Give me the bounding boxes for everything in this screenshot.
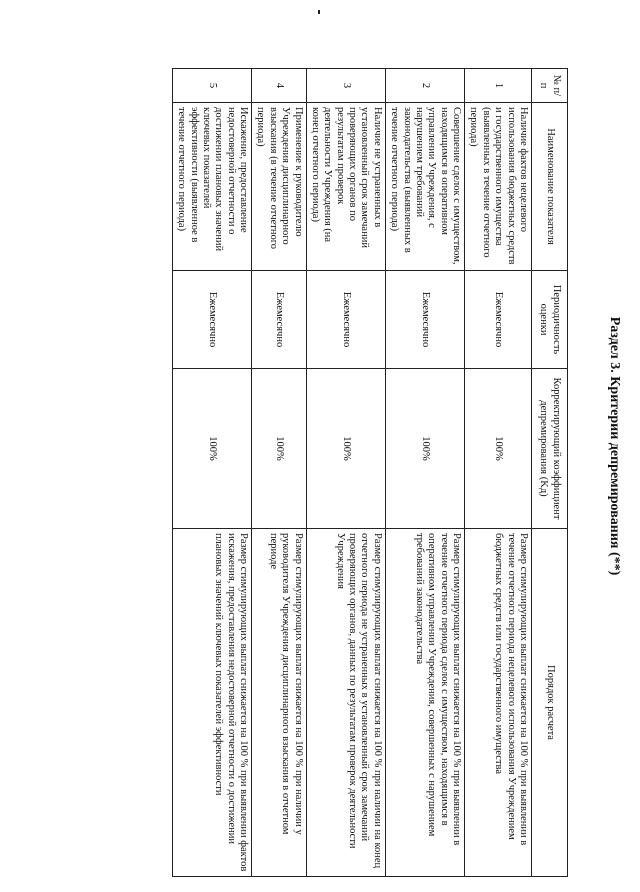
table-row [252,69,307,877]
header-coef: Корректирующий коэффициент депремирования (Kд) [532,369,568,529]
row-name: Наличие не устраненных в установленный срок замечаний проверяющих органов по результатам проверок деятельности Учреждения (на конец отчетного периода) [306,103,385,271]
row-period: Ежемесячно [385,271,464,369]
row-num: 1 [465,69,532,103]
row-num: 3 [306,69,385,103]
row-coef: 100% [306,369,385,529]
row-num: 4 [252,69,307,103]
row-name: Совершение сделок с имуществом, находящимся в оперативном управлении Учреждения, с нарушением требований законодательства (выявленных в течение отчетного периода) [385,103,464,271]
row-calc: Размер стимулирующих выплат снижается на 100 % при наличии на конец отчетного периода не устраненных в установленный срок замечаний проверяющих органов, данных по результатам проверок деятельности Учреждения [306,529,385,877]
row-num: 2 [385,69,464,103]
row-period: Ежемесячно [172,271,251,369]
row-coef: 100% [385,369,464,529]
row-num: 5 [172,69,251,103]
row-calc: Размер стимулирующих выплат снижается на 100 % при выявлении фактов искажения, предоставления недостоверной отчетности о достижении плановых значений ключевых показателей эффективности [172,529,251,877]
table-row [172,69,251,877]
table-row [465,69,532,877]
row-coef: 100% [172,369,251,529]
row-period: Ежемесячно [306,271,385,369]
row-name: Применение к руководителю Учреждения дисциплинарного взыскания (в течение отчетного периода) [252,103,307,271]
header-name: Наименование показателя [532,103,568,271]
section-title: Раздел 3. Критерии депремирования (**) [607,316,622,576]
header-calc: Порядок расчета [532,529,568,877]
row-coef: 100% [252,369,307,529]
row-name: Наличие фактов нецелевого использования бюджетных средств и государственного имущества (выявленных в течение отчетного периода) [465,103,532,271]
row-calc: Размер стимулирующих выплат снижается на 100 % при выявлении в течение отчетного периода сделок с имуществом, находящимся в оперативном управлении Учреждения, совершенных с нарушением требований законодательства [385,529,464,877]
table-row [385,69,464,877]
row-calc: Размер стимулирующих выплат снижается на 100 % при выявлении в течение отчетного периода нецелевого использования Учреждением бюджетных средств или государственного имущества [465,529,532,877]
row-name: Искажение, предоставление недостоверной отчетности о достижении плановых значений ключевых показателей эффективности (выявленное в течение отчетного периода) [172,103,251,271]
table-row [306,69,385,877]
header-num: № п/п [532,69,568,103]
row-coef: 100% [465,369,532,529]
criteria-table [172,68,568,877]
table-header-row [532,69,568,877]
row-calc: Размер стимулирующих выплат снижается на 100 % при наличии у руководителя Учреждения дисциплинарного взыскания в отчетном периоде [252,529,307,877]
header-period: Периодичность оценки [532,271,568,369]
row-period: Ежемесячно [252,271,307,369]
row-period: Ежемесячно [465,271,532,369]
